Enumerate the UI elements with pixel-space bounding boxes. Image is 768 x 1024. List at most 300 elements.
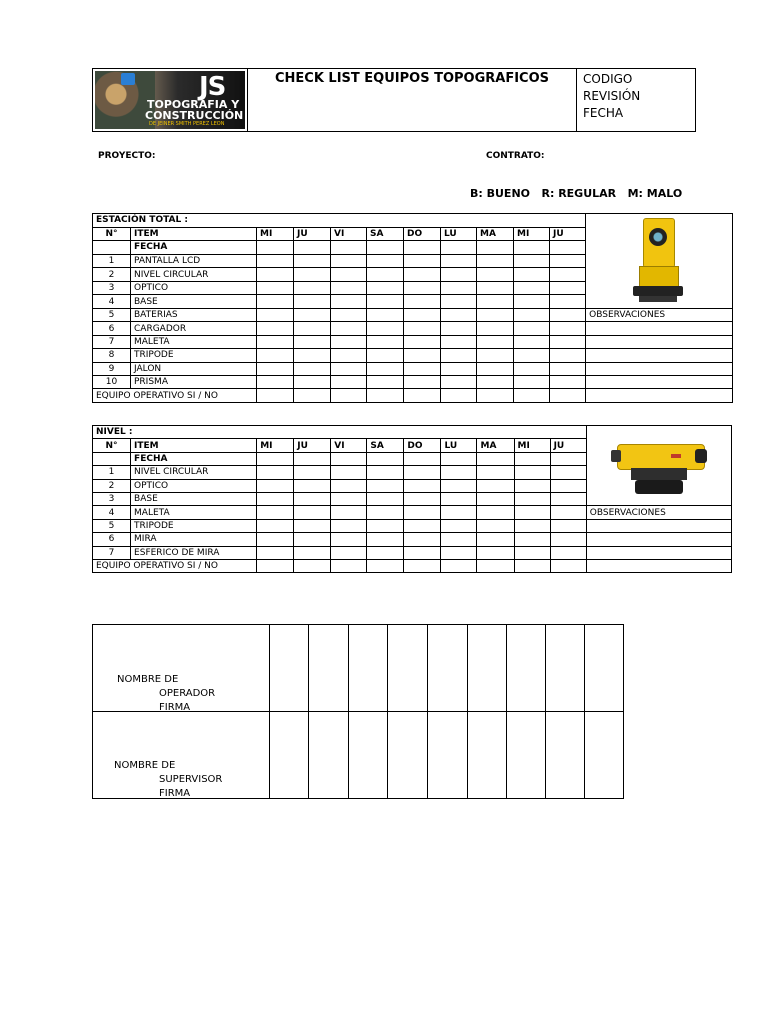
check-cell[interactable]: [331, 492, 367, 505]
check-cell[interactable]: [514, 335, 550, 348]
check-cell[interactable]: [257, 533, 294, 546]
check-cell[interactable]: [514, 281, 550, 295]
check-cell[interactable]: [404, 322, 441, 335]
check-cell[interactable]: [477, 268, 514, 282]
observation-cell[interactable]: [586, 389, 733, 402]
sign-cell[interactable]: [388, 712, 428, 799]
date-cell[interactable]: [441, 241, 477, 255]
check-cell[interactable]: [294, 546, 331, 559]
check-cell[interactable]: [367, 519, 404, 532]
check-cell[interactable]: [477, 295, 514, 309]
date-cell[interactable]: [477, 452, 514, 465]
date-cell[interactable]: [331, 241, 367, 255]
operator-row: [93, 625, 624, 712]
item-name: MALETA: [131, 335, 257, 348]
sign-cell[interactable]: [309, 625, 349, 712]
table-row: [93, 546, 732, 559]
date-cell[interactable]: [257, 452, 294, 465]
check-cell[interactable]: [477, 375, 514, 388]
observation-cell[interactable]: [586, 322, 733, 335]
check-cell[interactable]: [257, 546, 294, 559]
operator-line1: NOMBRE DE: [117, 674, 179, 685]
sign-cell[interactable]: [546, 712, 585, 799]
day-header: MI: [514, 439, 550, 452]
day-header: MI: [257, 439, 294, 452]
check-cell[interactable]: [404, 559, 441, 572]
date-cell[interactable]: [404, 241, 441, 255]
check-cell[interactable]: [367, 479, 404, 492]
item-name: PRISMA: [131, 375, 257, 388]
col-item-header: ITEM: [131, 439, 257, 452]
check-cell[interactable]: [404, 268, 441, 282]
check-cell[interactable]: [294, 506, 331, 519]
item-name: OPTICO: [131, 281, 257, 295]
check-cell[interactable]: [294, 533, 331, 546]
check-cell[interactable]: [294, 492, 331, 505]
check-cell[interactable]: [441, 322, 477, 335]
sign-cell[interactable]: [269, 712, 309, 799]
check-cell[interactable]: [514, 546, 550, 559]
check-cell[interactable]: [257, 375, 294, 388]
check-cell[interactable]: [550, 479, 586, 492]
check-cell[interactable]: [550, 492, 586, 505]
item-name: PANTALLA LCD: [131, 254, 257, 268]
check-cell[interactable]: [367, 268, 404, 282]
item-name: NIVEL CIRCULAR: [131, 268, 257, 282]
check-cell[interactable]: [441, 492, 477, 505]
check-cell[interactable]: [331, 479, 367, 492]
check-cell[interactable]: [294, 519, 331, 532]
day-header: MA: [477, 439, 514, 452]
col-number-header: N°: [93, 439, 131, 452]
item-number: 3: [93, 492, 131, 505]
empty-cell: [93, 452, 131, 465]
check-cell[interactable]: [550, 349, 586, 362]
check-cell[interactable]: [294, 295, 331, 309]
check-cell[interactable]: [441, 546, 477, 559]
date-cell[interactable]: [550, 241, 586, 255]
check-cell[interactable]: [514, 533, 550, 546]
equipment-photo-cell: [586, 214, 733, 309]
check-cell[interactable]: [404, 362, 441, 375]
check-cell[interactable]: [257, 268, 294, 282]
check-cell[interactable]: [331, 349, 367, 362]
check-cell[interactable]: [550, 335, 586, 348]
check-cell[interactable]: [550, 546, 586, 559]
revision-label: REVISIÓN: [583, 89, 641, 103]
check-cell[interactable]: [514, 519, 550, 532]
table-row: [93, 349, 733, 362]
check-cell[interactable]: [477, 479, 514, 492]
observation-cell[interactable]: [586, 546, 731, 559]
observation-cell[interactable]: [586, 559, 731, 572]
check-cell[interactable]: [477, 335, 514, 348]
check-cell[interactable]: [477, 533, 514, 546]
sign-cell[interactable]: [546, 625, 585, 712]
check-cell[interactable]: [367, 322, 404, 335]
check-cell[interactable]: [331, 309, 367, 322]
check-cell[interactable]: [331, 375, 367, 388]
auto-level-icon: [611, 440, 707, 500]
observation-cell[interactable]: [586, 335, 733, 348]
operator-label-cell: [93, 625, 270, 712]
check-cell[interactable]: [257, 295, 294, 309]
check-cell[interactable]: [294, 268, 331, 282]
check-cell[interactable]: [331, 389, 367, 402]
check-cell[interactable]: [404, 519, 441, 532]
item-name: MIRA: [131, 533, 257, 546]
date-cell[interactable]: [257, 241, 294, 255]
check-cell[interactable]: [514, 492, 550, 505]
check-cell[interactable]: [441, 281, 477, 295]
check-cell[interactable]: [404, 349, 441, 362]
check-cell[interactable]: [477, 362, 514, 375]
check-cell[interactable]: [331, 295, 367, 309]
item-name: TRIPODE: [131, 349, 257, 362]
header-table: [92, 68, 696, 132]
logo-cell: [93, 69, 248, 132]
check-cell[interactable]: [367, 281, 404, 295]
check-cell[interactable]: [367, 375, 404, 388]
check-cell[interactable]: [404, 533, 441, 546]
check-cell[interactable]: [404, 479, 441, 492]
day-header: DO: [404, 227, 441, 241]
table-row: [93, 309, 733, 322]
date-cell[interactable]: [294, 241, 331, 255]
day-header: VI: [331, 227, 367, 241]
operativo-label: EQUIPO OPERATIVO SI / NO: [93, 559, 257, 572]
check-cell[interactable]: [514, 295, 550, 309]
check-cell[interactable]: [331, 268, 367, 282]
check-cell[interactable]: [550, 281, 586, 295]
observation-cell[interactable]: [586, 533, 731, 546]
item-number: 2: [93, 268, 131, 282]
check-cell[interactable]: [331, 506, 367, 519]
check-cell[interactable]: [257, 281, 294, 295]
item-number: 5: [93, 309, 131, 322]
nivel-table: [92, 425, 732, 573]
check-cell[interactable]: [550, 375, 586, 388]
check-cell[interactable]: [257, 309, 294, 322]
check-cell[interactable]: [367, 546, 404, 559]
day-header: VI: [331, 439, 367, 452]
check-cell[interactable]: [441, 389, 477, 402]
check-cell[interactable]: [550, 268, 586, 282]
check-cell[interactable]: [477, 546, 514, 559]
check-cell[interactable]: [514, 362, 550, 375]
day-header: JU: [550, 439, 586, 452]
check-cell[interactable]: [404, 492, 441, 505]
table-row: [93, 362, 733, 375]
sign-cell[interactable]: [349, 625, 388, 712]
check-cell[interactable]: [331, 559, 367, 572]
check-cell[interactable]: [514, 322, 550, 335]
check-cell[interactable]: [367, 335, 404, 348]
check-cell[interactable]: [477, 559, 514, 572]
empty-cell: [93, 241, 131, 255]
date-cell[interactable]: [367, 452, 404, 465]
section-title: ESTACIÓN TOTAL :: [93, 214, 586, 228]
section-title: NIVEL :: [93, 426, 587, 439]
logo-brand: JS: [199, 72, 226, 102]
check-cell[interactable]: [404, 295, 441, 309]
check-cell[interactable]: [257, 349, 294, 362]
observation-cell[interactable]: [586, 375, 733, 388]
table-row: [93, 375, 733, 388]
check-cell[interactable]: [331, 466, 367, 479]
item-number: 7: [93, 546, 131, 559]
operativo-row: [93, 559, 732, 572]
check-cell[interactable]: [367, 559, 404, 572]
item-name: OPTICO: [131, 479, 257, 492]
sign-cell[interactable]: [427, 712, 467, 799]
check-cell[interactable]: [550, 362, 586, 375]
check-cell[interactable]: [550, 295, 586, 309]
check-cell[interactable]: [294, 375, 331, 388]
check-cell[interactable]: [367, 533, 404, 546]
proyecto-label: PROYECTO:: [98, 151, 156, 161]
item-number: 7: [93, 335, 131, 348]
section-title-row: [93, 426, 732, 439]
check-cell[interactable]: [550, 389, 586, 402]
check-cell[interactable]: [257, 466, 294, 479]
day-header: MA: [477, 227, 514, 241]
item-number: 6: [93, 533, 131, 546]
col-number-header: N°: [93, 227, 131, 241]
check-cell[interactable]: [477, 492, 514, 505]
check-cell[interactable]: [367, 362, 404, 375]
check-cell[interactable]: [257, 389, 294, 402]
check-cell[interactable]: [514, 268, 550, 282]
date-cell[interactable]: [514, 241, 550, 255]
check-cell[interactable]: [514, 466, 550, 479]
sign-cell[interactable]: [506, 625, 546, 712]
sign-cell[interactable]: [269, 625, 309, 712]
observation-cell[interactable]: [586, 362, 733, 375]
check-cell[interactable]: [331, 254, 367, 268]
check-cell[interactable]: [331, 335, 367, 348]
sign-cell[interactable]: [427, 625, 467, 712]
check-cell[interactable]: [294, 559, 331, 572]
check-cell[interactable]: [294, 479, 331, 492]
total-station-icon: [629, 218, 689, 308]
check-cell[interactable]: [514, 254, 550, 268]
date-cell[interactable]: [367, 241, 404, 255]
check-cell[interactable]: [477, 322, 514, 335]
check-cell[interactable]: [477, 254, 514, 268]
check-cell[interactable]: [367, 492, 404, 505]
observation-cell[interactable]: [586, 519, 731, 532]
check-cell[interactable]: [257, 335, 294, 348]
sign-cell[interactable]: [585, 712, 624, 799]
check-cell[interactable]: [441, 335, 477, 348]
check-cell[interactable]: [367, 349, 404, 362]
check-cell[interactable]: [514, 349, 550, 362]
check-cell[interactable]: [441, 309, 477, 322]
date-cell[interactable]: [404, 452, 441, 465]
sign-cell[interactable]: [585, 625, 624, 712]
item-name: JALON: [131, 362, 257, 375]
company-logo: [95, 71, 245, 129]
check-cell[interactable]: [257, 479, 294, 492]
check-cell[interactable]: [477, 349, 514, 362]
check-cell[interactable]: [294, 466, 331, 479]
check-cell[interactable]: [550, 533, 586, 546]
code-cell: [577, 69, 696, 132]
check-cell[interactable]: [477, 389, 514, 402]
check-cell[interactable]: [257, 362, 294, 375]
check-cell[interactable]: [404, 546, 441, 559]
check-cell[interactable]: [550, 519, 586, 532]
check-cell[interactable]: [441, 559, 477, 572]
check-cell[interactable]: [441, 479, 477, 492]
day-header: JU: [294, 439, 331, 452]
check-cell[interactable]: [477, 466, 514, 479]
check-cell[interactable]: [404, 389, 441, 402]
check-cell[interactable]: [294, 362, 331, 375]
check-cell[interactable]: [367, 295, 404, 309]
check-cell[interactable]: [404, 466, 441, 479]
check-cell[interactable]: [331, 322, 367, 335]
supervisor-line3: FIRMA: [159, 788, 191, 799]
check-cell[interactable]: [367, 254, 404, 268]
observation-cell[interactable]: [586, 349, 733, 362]
check-cell[interactable]: [404, 254, 441, 268]
check-cell[interactable]: [514, 389, 550, 402]
date-cell[interactable]: [294, 452, 331, 465]
check-cell[interactable]: [367, 506, 404, 519]
check-cell[interactable]: [404, 506, 441, 519]
check-cell[interactable]: [550, 309, 586, 322]
item-number: 6: [93, 322, 131, 335]
table-row: [93, 335, 733, 348]
check-cell[interactable]: [477, 506, 514, 519]
check-cell[interactable]: [331, 533, 367, 546]
check-cell[interactable]: [514, 309, 550, 322]
check-cell[interactable]: [294, 322, 331, 335]
rating-legend: B: BUENO R: REGULAR M: MALO: [470, 187, 683, 200]
check-cell[interactable]: [514, 559, 550, 572]
check-cell[interactable]: [550, 559, 586, 572]
check-cell[interactable]: [514, 506, 550, 519]
check-cell[interactable]: [367, 466, 404, 479]
check-cell[interactable]: [514, 375, 550, 388]
date-cell[interactable]: [514, 452, 550, 465]
item-number: 4: [93, 295, 131, 309]
table-row: [93, 322, 733, 335]
day-header: JU: [550, 227, 586, 241]
item-number: 1: [93, 466, 131, 479]
check-cell[interactable]: [331, 281, 367, 295]
check-cell[interactable]: [550, 506, 586, 519]
sign-cell[interactable]: [349, 712, 388, 799]
item-name: TRIPODE: [131, 519, 257, 532]
item-name: BATERIAS: [131, 309, 257, 322]
check-cell[interactable]: [257, 322, 294, 335]
check-cell[interactable]: [441, 362, 477, 375]
check-cell[interactable]: [367, 389, 404, 402]
day-header: SA: [367, 439, 404, 452]
check-cell[interactable]: [294, 335, 331, 348]
date-cell[interactable]: [550, 452, 586, 465]
check-cell[interactable]: [257, 492, 294, 505]
check-cell[interactable]: [441, 506, 477, 519]
date-cell[interactable]: [477, 241, 514, 255]
check-cell[interactable]: [441, 268, 477, 282]
item-number: 1: [93, 254, 131, 268]
check-cell[interactable]: [331, 362, 367, 375]
check-cell[interactable]: [477, 519, 514, 532]
item-number: 5: [93, 519, 131, 532]
check-cell[interactable]: [257, 519, 294, 532]
check-cell[interactable]: [441, 254, 477, 268]
check-cell[interactable]: [441, 349, 477, 362]
check-cell[interactable]: [514, 479, 550, 492]
sign-cell[interactable]: [388, 625, 428, 712]
check-cell[interactable]: [404, 281, 441, 295]
equipment-photo-cell: [586, 426, 731, 506]
table-row: [93, 519, 732, 532]
check-cell[interactable]: [441, 466, 477, 479]
sign-cell[interactable]: [506, 712, 546, 799]
check-cell[interactable]: [441, 295, 477, 309]
check-cell[interactable]: [331, 546, 367, 559]
check-cell[interactable]: [294, 309, 331, 322]
check-cell[interactable]: [477, 281, 514, 295]
sign-cell[interactable]: [467, 712, 506, 799]
day-header: JU: [294, 227, 331, 241]
sign-cell[interactable]: [467, 625, 506, 712]
observaciones-label: OBSERVACIONES: [586, 309, 733, 322]
check-cell[interactable]: [367, 309, 404, 322]
operativo-row: [93, 389, 733, 402]
check-cell[interactable]: [441, 375, 477, 388]
check-cell[interactable]: [404, 375, 441, 388]
check-cell[interactable]: [441, 533, 477, 546]
document-title: CHECK LIST EQUIPOS TOPOGRAFICOS: [248, 69, 577, 132]
check-cell[interactable]: [257, 254, 294, 268]
check-cell[interactable]: [404, 309, 441, 322]
date-cell[interactable]: [441, 452, 477, 465]
check-cell[interactable]: [550, 254, 586, 268]
check-cell[interactable]: [550, 322, 586, 335]
tripod-icon: [121, 73, 135, 85]
codigo-label: CODIGO: [583, 72, 633, 86]
item-name: BASE: [131, 492, 257, 505]
contrato-label: CONTRATO:: [486, 151, 545, 161]
supervisor-line2: SUPERVISOR: [159, 774, 223, 785]
item-name: MALETA: [131, 506, 257, 519]
check-cell[interactable]: [550, 466, 586, 479]
check-cell[interactable]: [257, 559, 294, 572]
check-cell[interactable]: [477, 309, 514, 322]
logo-line3: DE JEINER SMITH PEREZ LEON: [149, 121, 225, 127]
check-cell[interactable]: [331, 519, 367, 532]
check-cell[interactable]: [294, 254, 331, 268]
check-cell[interactable]: [257, 506, 294, 519]
fecha-row-label: FECHA: [131, 452, 257, 465]
sign-cell[interactable]: [309, 712, 349, 799]
check-cell[interactable]: [294, 349, 331, 362]
check-cell[interactable]: [404, 335, 441, 348]
check-cell[interactable]: [294, 389, 331, 402]
fecha-row-label: FECHA: [131, 241, 257, 255]
table-row: [93, 506, 732, 519]
check-cell[interactable]: [294, 281, 331, 295]
check-cell[interactable]: [441, 519, 477, 532]
date-cell[interactable]: [331, 452, 367, 465]
logo-line1: TOPOGRAFIA Y: [147, 98, 240, 111]
